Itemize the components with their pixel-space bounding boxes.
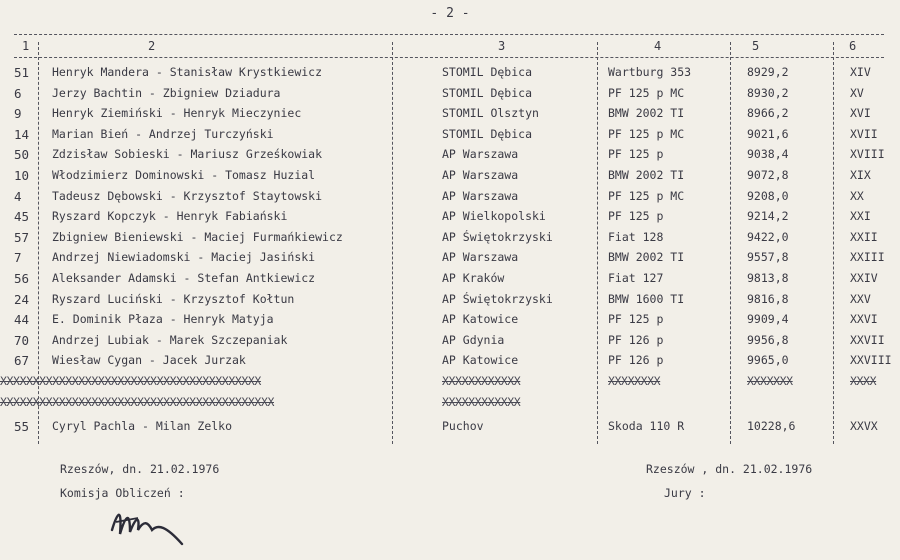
penalty-points: 9816,8 [747, 291, 789, 306]
final-place: XXVI [850, 312, 878, 327]
crew-names: E. Dominik Płaza - Henryk Matyja [52, 312, 274, 327]
start-number: 55 [14, 419, 30, 435]
car-model: Fiat 128 [608, 229, 664, 244]
col-2-header: 2 [148, 39, 156, 53]
car-model: PF 125 p MC [608, 188, 685, 203]
start-number: 50 [14, 147, 30, 163]
final-place: XXVIII [850, 353, 892, 368]
table-row [14, 350, 892, 371]
col-3-header: 3 [498, 39, 506, 53]
start-number: 57 [14, 229, 30, 245]
club-name: AP Kraków [442, 270, 505, 285]
car-model: Skoda 110 R [608, 419, 685, 434]
start-number: 44 [14, 312, 30, 328]
results-rows [0, 62, 892, 437]
car-model: PF 125 p [608, 147, 664, 162]
final-place: XXII [850, 229, 878, 244]
penalty-points: 9813,8 [747, 270, 789, 285]
club-name: AP Katowice [442, 312, 519, 327]
final-place: XIX [850, 167, 871, 182]
col-4-header: 4 [654, 39, 662, 53]
club-name: AP Wielkopolski [442, 209, 546, 224]
table-row [14, 227, 884, 248]
crew-names: Ryszard Kopczyk - Henryk Fabiański [52, 209, 288, 224]
car-model: PF 125 p [608, 312, 664, 327]
penalty-points: 8929,2 [747, 65, 789, 79]
page-number: - 2 - [430, 6, 470, 21]
penalty-points: 9557,8 [747, 250, 789, 265]
crew-names: Jerzy Bachtin - Zbigniew Dziadura [52, 85, 281, 100]
penalty-points: 9021,6 [747, 126, 789, 141]
final-place: XXVII [850, 332, 885, 347]
crossed-place: XXXX [850, 373, 877, 388]
crew-names: Cyryl Pachla - Milan Zelko [52, 419, 233, 434]
crew-names: Henryk Ziemiński - Henryk Mieczyniec [52, 106, 302, 121]
car-model: BMW 1600 TI [608, 291, 685, 306]
final-place: XX [850, 188, 864, 203]
crossed-points: XXXXXXX [747, 373, 793, 388]
start-number: 24 [14, 291, 30, 307]
club-name: STOMIL Dębica [442, 85, 533, 100]
penalty-points: 9965,0 [747, 353, 789, 368]
final-place: XVII [850, 126, 878, 141]
table-row [14, 416, 884, 437]
car-model: PF 126 p [608, 353, 664, 368]
handwritten-signature [108, 500, 188, 546]
crossed-out-row [0, 371, 884, 392]
club-name: STOMIL Olsztyn [442, 106, 539, 121]
final-place: XVI [850, 106, 871, 121]
table-row [14, 268, 884, 289]
start-number: 51 [14, 65, 30, 80]
final-place: XXVX [850, 419, 878, 434]
penalty-points: 9422,0 [747, 229, 789, 244]
crossed-crew: XXXXXXXXXXXXXXXXXXXXXXXXXXXXXXXXXXXXXXXXXX [0, 394, 274, 409]
col-5-header: 5 [752, 39, 760, 53]
header-bottom-rule [14, 57, 884, 58]
footer-jury-label: Jury : [664, 486, 706, 500]
car-model: PF 125 p MC [608, 85, 685, 100]
crossed-crew: XXXXXXXXXXXXXXXXXXXXXXXXXXXXXXXXXXXXXXXX [0, 373, 261, 388]
start-number: 14 [14, 126, 30, 142]
crew-names: Tadeusz Dębowski - Krzysztof Staytowski [52, 188, 323, 203]
crew-names: Zbigniew Bieniewski - Maciej Furmańkiewicz [52, 229, 343, 244]
column-numbers [14, 35, 884, 57]
table-row [14, 309, 884, 330]
table-row [14, 165, 884, 186]
car-model: BMW 2002 TI [608, 167, 685, 182]
club-name: AP Warszawa [442, 188, 519, 203]
final-place: XXV [850, 291, 871, 306]
car-model: PF 125 p MC [608, 126, 685, 141]
club-name: AP Warszawa [442, 250, 519, 265]
start-number: 10 [14, 167, 30, 183]
car-model: Fiat 127 [608, 270, 664, 285]
club-name: Puchov [442, 419, 484, 434]
penalty-points: 9072,8 [747, 167, 789, 182]
start-number: 67 [14, 353, 30, 369]
table-row [14, 144, 884, 165]
car-model: PF 125 p [608, 209, 664, 224]
car-model: BMW 2002 TI [608, 106, 685, 121]
penalty-points: 10228,6 [747, 419, 796, 434]
footer-left-date: Rzeszów, dn. 21.02.1976 [60, 462, 220, 476]
crew-names: Włodzimierz Dominowski - Tomasz Huzial [52, 167, 316, 182]
club-name: AP Katowice [442, 353, 519, 368]
start-number: 45 [14, 209, 30, 225]
footer-committee-label: Komisja Obliczeń : [60, 486, 185, 500]
penalty-points: 9956,8 [747, 332, 789, 347]
table-row [14, 330, 884, 351]
club-name: AP Świętokrzyski [442, 229, 553, 244]
start-number: 9 [14, 106, 22, 122]
car-model: PF 126 p [608, 332, 664, 347]
crew-names: Andrzej Niewiadomski - Maciej Jasiński [52, 250, 316, 265]
table-row [14, 206, 884, 227]
start-number: 4 [14, 188, 22, 204]
col-6-header: 6 [849, 39, 857, 53]
club-name: STOMIL Dębica [442, 126, 533, 141]
crew-names: Marian Bień - Andrzej Turczyński [52, 126, 274, 141]
penalty-points: 9214,2 [747, 209, 789, 224]
crew-names: Zdzisław Sobieski - Mariusz Grześkowiak [52, 147, 323, 162]
table-row [14, 289, 884, 310]
table-row [14, 103, 884, 124]
club-name: AP Świętokrzyski [442, 291, 553, 306]
start-number: 6 [14, 85, 22, 101]
club-name: AP Warszawa [442, 167, 519, 182]
car-model: Wartburg 353 [608, 65, 692, 79]
table-row [14, 186, 884, 207]
col-1-header: 1 [22, 39, 30, 53]
crew-names: Ryszard Luciński - Krzysztof Kołtun [52, 291, 295, 306]
club-name: STOMIL Dębica [442, 65, 533, 79]
table-row [14, 124, 884, 145]
club-name: AP Warszawa [442, 147, 519, 162]
penalty-points: 9038,4 [747, 147, 789, 162]
final-place: XIV [850, 65, 871, 79]
start-number: 7 [14, 250, 22, 266]
crew-names: Aleksander Adamski - Stefan Antkiewicz [52, 270, 316, 285]
table-row [14, 83, 884, 104]
final-place: XVIII [850, 147, 885, 162]
final-place: XXI [850, 209, 871, 224]
crossed-club: XXXXXXXXXXXX [442, 373, 521, 388]
club-name: AP Gdynia [442, 332, 505, 347]
penalty-points: 9909,4 [747, 312, 789, 327]
footer-right-date: Rzeszów , dn. 21.02.1976 [646, 462, 813, 476]
crossed-car: XXXXXXXX [608, 373, 661, 388]
penalty-points: 8930,2 [747, 85, 789, 100]
table-row [14, 62, 884, 83]
car-model: BMW 2002 TI [608, 250, 685, 265]
final-place: XV [850, 85, 864, 100]
crossed-out-row [0, 392, 884, 413]
results-table-header [14, 34, 884, 58]
start-number: 70 [14, 332, 30, 348]
final-place: XXIII [850, 250, 885, 265]
start-number: 56 [14, 270, 30, 286]
crossed-club: XXXXXXXXXXXX [442, 394, 521, 409]
crew-names: Wiesław Cygan - Jacek Jurzak [52, 353, 246, 368]
penalty-points: 8966,2 [747, 106, 789, 121]
table-row [14, 247, 884, 268]
penalty-points: 9208,0 [747, 188, 789, 203]
final-place: XXIV [850, 270, 878, 285]
crew-names: Henryk Mandera - Stanisław Krystkiewicz [52, 65, 323, 79]
crew-names: Andrzej Lubiak - Marek Szczepaniak [52, 332, 288, 347]
